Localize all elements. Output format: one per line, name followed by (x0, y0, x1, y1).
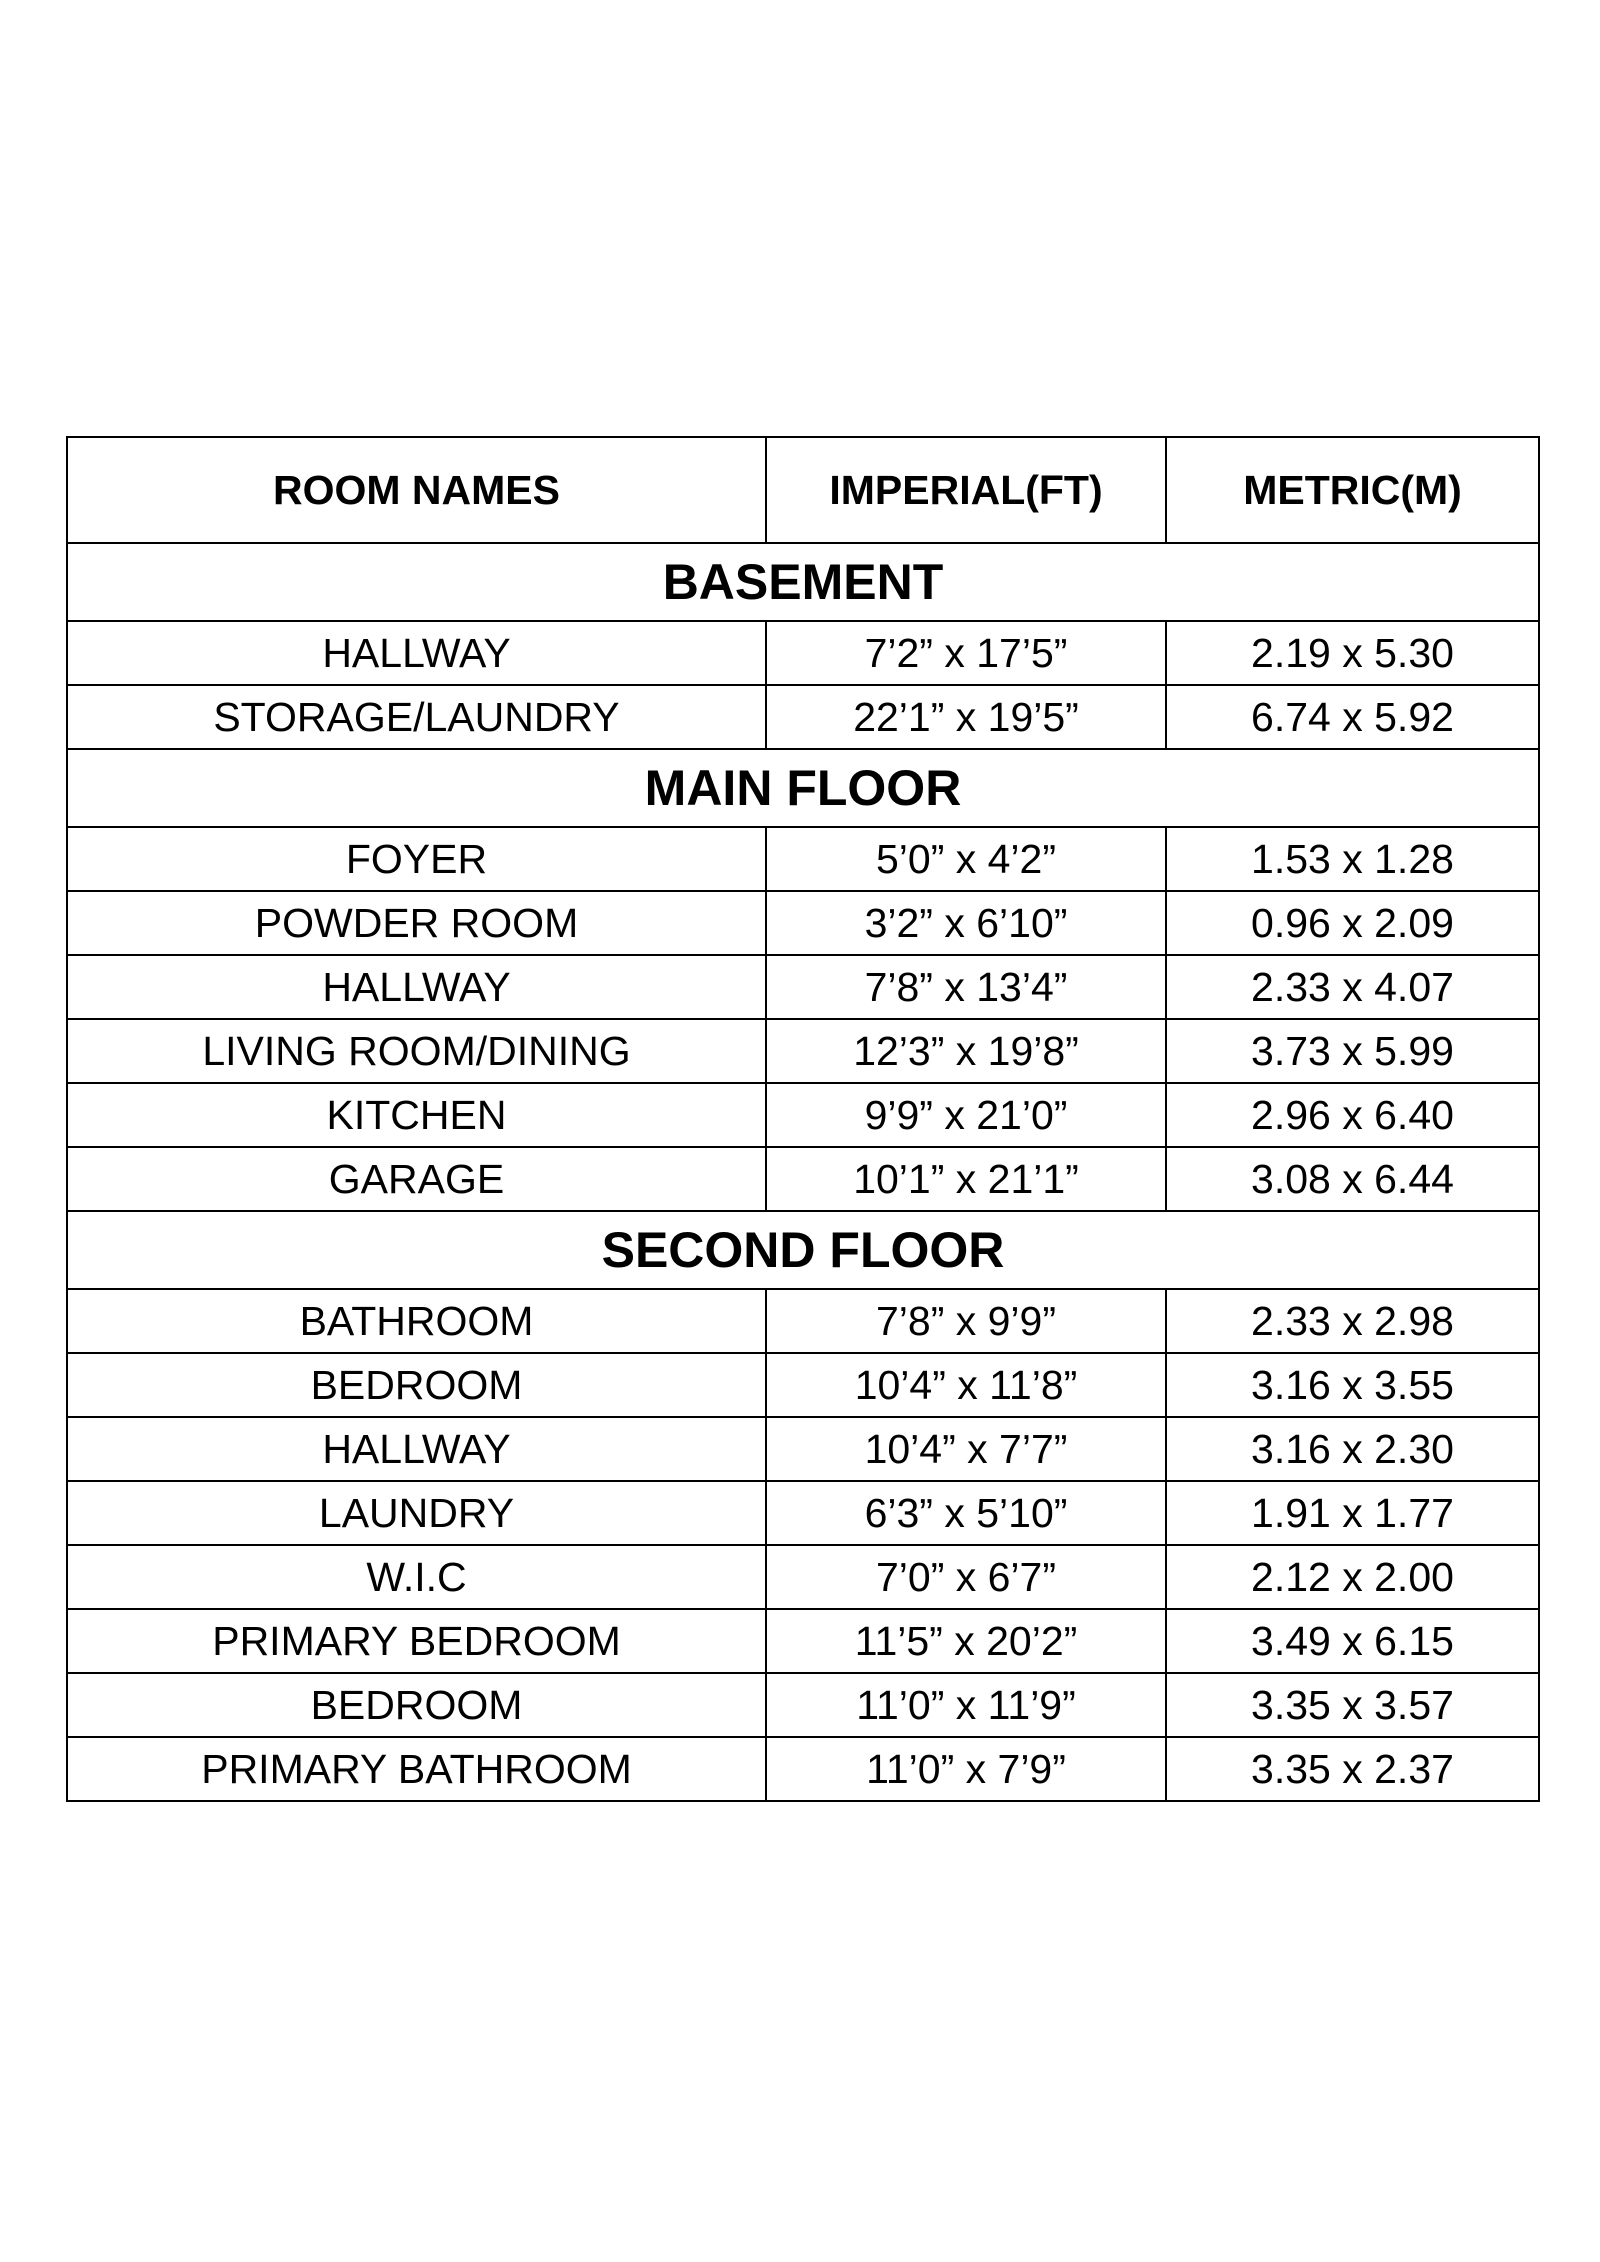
room-name-cell: LIVING ROOM/DINING (67, 1019, 766, 1083)
metric-cell: 2.96 x 6.40 (1166, 1083, 1539, 1147)
table-body (67, 543, 1539, 1801)
table-row (67, 891, 1539, 955)
imperial-cell: 10’4” x 11’8” (766, 1353, 1166, 1417)
metric-cell: 3.49 x 6.15 (1166, 1609, 1539, 1673)
metric-cell: 3.08 x 6.44 (1166, 1147, 1539, 1211)
metric-cell: 0.96 x 2.09 (1166, 891, 1539, 955)
header-metric: METRIC(M) (1166, 437, 1539, 543)
section-row (67, 1211, 1539, 1289)
metric-cell: 3.16 x 2.30 (1166, 1417, 1539, 1481)
metric-cell: 3.16 x 3.55 (1166, 1353, 1539, 1417)
room-dimensions-table (66, 436, 1540, 1802)
table-row (67, 621, 1539, 685)
table-row (67, 1481, 1539, 1545)
table-row (67, 1019, 1539, 1083)
table-row (67, 1545, 1539, 1609)
room-name-cell: LAUNDRY (67, 1481, 766, 1545)
room-name-cell: W.I.C (67, 1545, 766, 1609)
section-title: MAIN FLOOR (67, 749, 1539, 827)
room-name-cell: KITCHEN (67, 1083, 766, 1147)
section-title: SECOND FLOOR (67, 1211, 1539, 1289)
imperial-cell: 7’0” x 6’7” (766, 1545, 1166, 1609)
table-row (67, 1083, 1539, 1147)
table-header (67, 437, 1539, 543)
room-name-cell: HALLWAY (67, 955, 766, 1019)
imperial-cell: 10’4” x 7’7” (766, 1417, 1166, 1481)
section-title: BASEMENT (67, 543, 1539, 621)
room-name-cell: BEDROOM (67, 1353, 766, 1417)
metric-cell: 3.35 x 3.57 (1166, 1673, 1539, 1737)
header-room-names: ROOM NAMES (67, 437, 766, 543)
metric-cell: 1.91 x 1.77 (1166, 1481, 1539, 1545)
header-imperial: IMPERIAL(FT) (766, 437, 1166, 543)
room-name-cell: PRIMARY BEDROOM (67, 1609, 766, 1673)
table-row (67, 1737, 1539, 1801)
room-name-cell: BATHROOM (67, 1289, 766, 1353)
imperial-cell: 7’8” x 9’9” (766, 1289, 1166, 1353)
room-name-cell: HALLWAY (67, 621, 766, 685)
table-row (67, 1673, 1539, 1737)
table-row (67, 1147, 1539, 1211)
imperial-cell: 5’0” x 4’2” (766, 827, 1166, 891)
table-row (67, 1353, 1539, 1417)
imperial-cell: 7’8” x 13’4” (766, 955, 1166, 1019)
room-name-cell: HALLWAY (67, 1417, 766, 1481)
imperial-cell: 22’1” x 19’5” (766, 685, 1166, 749)
imperial-cell: 3’2” x 6’10” (766, 891, 1166, 955)
header-row (67, 437, 1539, 543)
imperial-cell: 6’3” x 5’10” (766, 1481, 1166, 1545)
table-row (67, 685, 1539, 749)
table-row (67, 1289, 1539, 1353)
table-row (67, 1417, 1539, 1481)
room-name-cell: STORAGE/LAUNDRY (67, 685, 766, 749)
table-row (67, 955, 1539, 1019)
room-name-cell: FOYER (67, 827, 766, 891)
imperial-cell: 10’1” x 21’1” (766, 1147, 1166, 1211)
metric-cell: 2.33 x 2.98 (1166, 1289, 1539, 1353)
metric-cell: 2.12 x 2.00 (1166, 1545, 1539, 1609)
table-row (67, 1609, 1539, 1673)
metric-cell: 6.74 x 5.92 (1166, 685, 1539, 749)
metric-cell: 2.19 x 5.30 (1166, 621, 1539, 685)
imperial-cell: 11’0” x 11’9” (766, 1673, 1166, 1737)
room-name-cell: GARAGE (67, 1147, 766, 1211)
metric-cell: 2.33 x 4.07 (1166, 955, 1539, 1019)
imperial-cell: 11’0” x 7’9” (766, 1737, 1166, 1801)
table-row (67, 827, 1539, 891)
imperial-cell: 7’2” x 17’5” (766, 621, 1166, 685)
room-name-cell: PRIMARY BATHROOM (67, 1737, 766, 1801)
metric-cell: 1.53 x 1.28 (1166, 827, 1539, 891)
imperial-cell: 12’3” x 19’8” (766, 1019, 1166, 1083)
section-row (67, 749, 1539, 827)
room-name-cell: POWDER ROOM (67, 891, 766, 955)
imperial-cell: 9’9” x 21’0” (766, 1083, 1166, 1147)
metric-cell: 3.73 x 5.99 (1166, 1019, 1539, 1083)
room-name-cell: BEDROOM (67, 1673, 766, 1737)
metric-cell: 3.35 x 2.37 (1166, 1737, 1539, 1801)
imperial-cell: 11’5” x 20’2” (766, 1609, 1166, 1673)
section-row (67, 543, 1539, 621)
